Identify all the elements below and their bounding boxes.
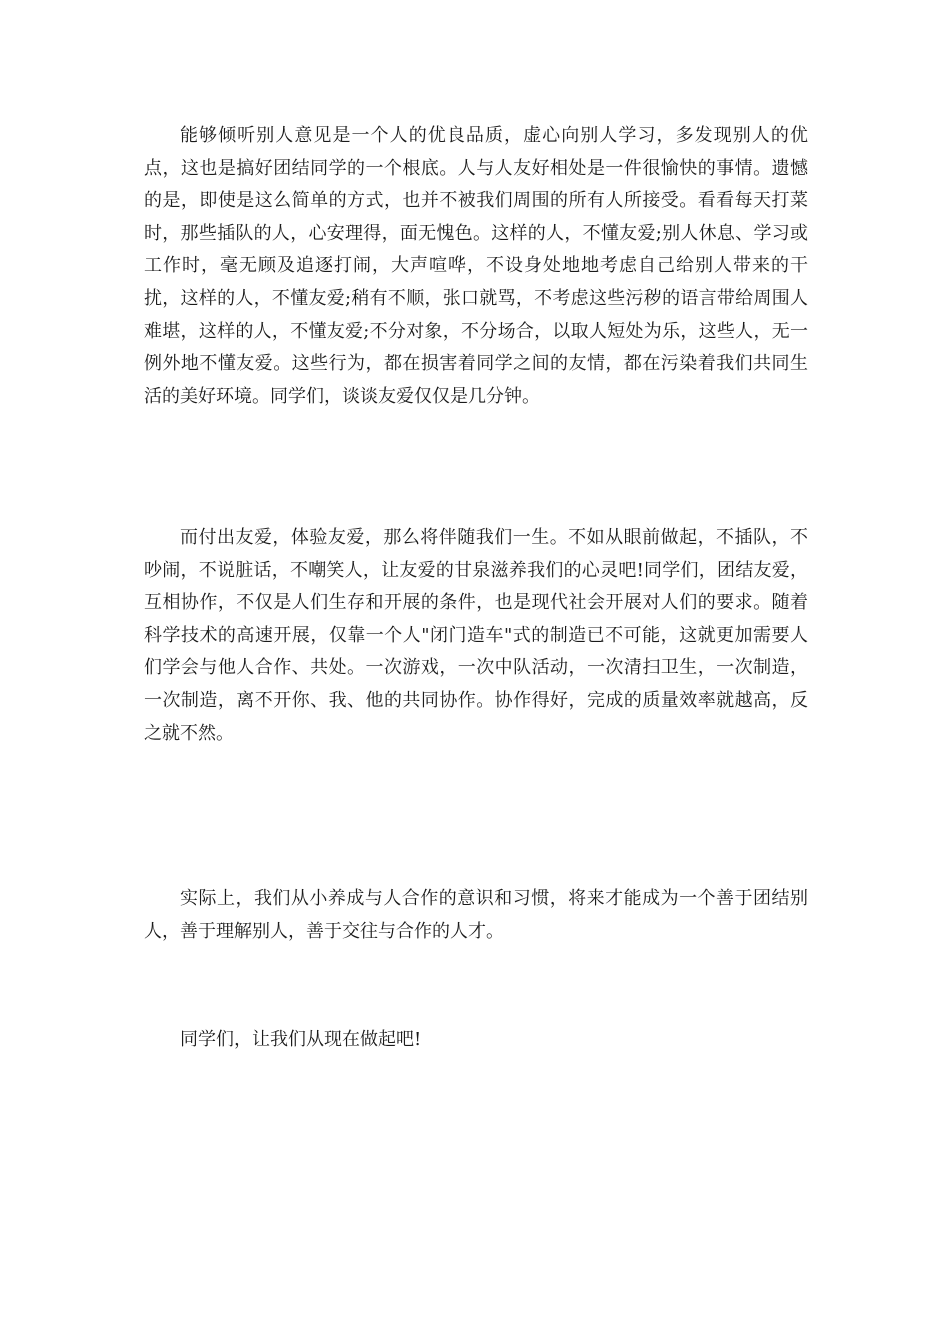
paragraph-3: 实际上，我们从小养成与人合作的意识和习惯，将来才能成为一个善于团结别人，善于理解别人，善于交往与合作的人才。: [144, 888, 808, 942]
paragraph-4: 同学们，让我们从现在做起吧!: [180, 1029, 422, 1050]
paragraph-1: 能够倾听别人意见是一个人的优良品质，虚心向别人学习，多发现别人的优点，这也是搞好团结同学的一个根底。人与人友好相处是一件很愉快的事情。遗憾的是，即使是这么简单的方式，也并不被我们周围的所有人所接受。看看每天打菜时，那些插队的人，心安理得，面无愧色。这样的人，不懂友爱;别人休息、学习或工作时，毫无顾及追逐打闹，大声喧哗，不设身处地地考虑自己给别人带来的干扰，这样的人，不懂友爱;稍有不顺，张口就骂，不考虑这些污秽的语言带给周围人难堪，这样的人，不懂友爱;不分对象，不分场合，以取人短处为乐，这些人，无一例外地不懂友爱。这些行为，都在损害着同学之间的友情，都在污染着我们共同生活的美好环境。同学们，谈谈友爱仅仅是几分钟。: [144, 125, 808, 407]
paragraph-2: 而付出友爱，体验友爱，那么将伴随我们一生。不如从眼前做起，不插队，不吵闹，不说脏话，不嘲笑人，让友爱的甘泉滋养我们的心灵吧!同学们，团结友爱，互相协作，不仅是人们生存和开展的条件，也是现代社会开展对人们的要求。随着科学技术的高速开展，仅靠一个人"闭门造车"式的制造已不可能，这就更加需要人们学会与他人合作、共处。一次游戏，一次中队活动，一次清扫卫生，一次制造，一次制造，离不开你、我、他的共同协作。协作得好，完成的质量效率就越高，反之就不然。: [144, 527, 808, 744]
